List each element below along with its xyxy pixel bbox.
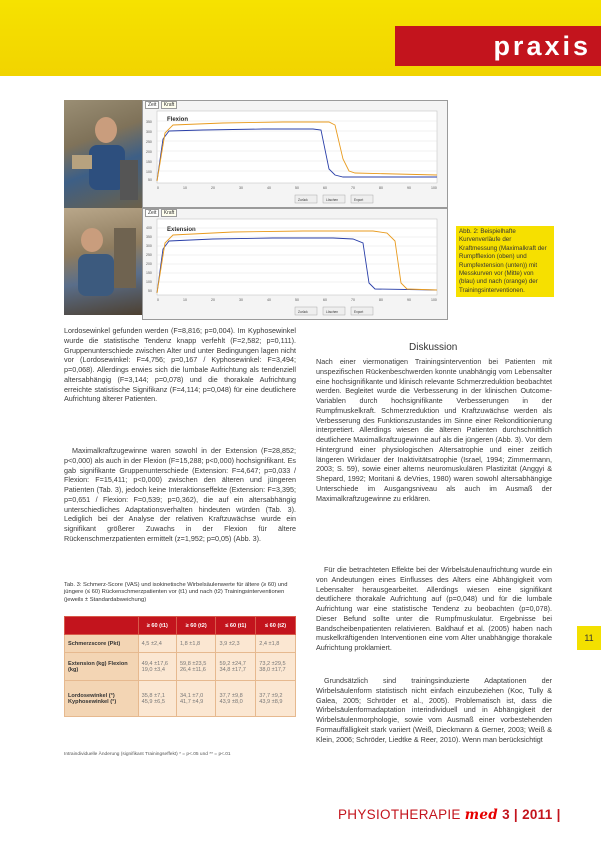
y-tick-label: 200 (146, 262, 152, 266)
table-cell: 59,8 ±23,5 26,4 ±11,6 (176, 653, 216, 681)
x-tick-label: 70 (351, 186, 355, 190)
right-column-para1 (316, 357, 552, 561)
row-label: Schmerzscore (Pkt) (65, 635, 139, 653)
chart-button-label: Export (354, 310, 364, 314)
left-column-para2 (64, 446, 296, 578)
row-label: Lordosewinkel (°) Kyphosewinkel (°) (65, 681, 139, 717)
table-cell: 3,9 ±2,3 (216, 635, 256, 653)
y-tick-label: 150 (146, 271, 152, 275)
table-cell: 73,2 ±29,5 38,0 ±17,7 (256, 653, 296, 681)
table-header-cell: ≤ 60 (t2) (256, 617, 296, 635)
chart-title: Flexion (167, 117, 189, 123)
person-photo-image (64, 208, 142, 315)
x-tick-label: 90 (407, 186, 411, 190)
table-cell: 35,8 ±7,1 45,9 ±6,5 (138, 681, 176, 717)
paragraph: Nach einer viermonatigen Trainingsintervention bei Patienten mit unspezifischen Rückenbeschwerden konnte unabhängig vom Lebensalter eine hochsignifikante und klinisch relevante Schmerzreduktion beobachtet werden. Begleitet wurde die Verbesserung in der klinischen Outcome-Variablen durch hochsignifikante Verbesserungen in der Rumpfmuskelkraft. Schmerzreduktion und Kraftzuwächse werden als Verbesserung des Funktionszustandes im Sinne einer Rekonditionierung interpretiert. Allerdings wiesen die älteren Patienten durchschnittlich deutlichere Maximalkraftzugewinne auf als die jüngeren (Abb. 3). Vor dem Hintergrund einer physiologischen Altersatrophie und einer zeitlich längeren Wirkdauer der Inaktivitätsatrophie (Israel, 1994; Zimmermann, 2003; S. 59), sowie einer alterns neuromuskulären Plastizität (Anggyi & Shepard, 1992; Moritani & deVries, 1980) waren sowohl altersabhängige Unterschiede im Ausgangsniveau als auch im Ausmaß der Maximalkraftzugewinne zu erklären. (316, 357, 552, 503)
x-tick-label: 100 (431, 298, 437, 302)
table-caption: Tab. 3: Schmerz-Score (VAS) und isokinetische Wirbelsäulenwerte für ältere (≥ 60) und jüngere (≤ 60) Rückenschmerzpatienten vor (t1) und nach (t2) Trainingsinterventionen (jeweils ± Standardabweichung) (64, 582, 288, 603)
left-column-para1 (64, 326, 296, 442)
chart-tab[interactable]: Zeit (145, 209, 159, 217)
photo-extension (64, 208, 142, 315)
table-cell: 37,7 ±9,8 43,9 ±8,0 (216, 681, 256, 717)
table-header-cell (65, 617, 139, 635)
x-tick-label: 10 (183, 186, 187, 190)
table-row (65, 653, 296, 681)
x-tick-label: 10 (183, 298, 187, 302)
section-heading: Diskussion (409, 342, 458, 353)
x-tick-label: 40 (267, 186, 271, 190)
chart-tab[interactable]: Kraft (161, 209, 178, 217)
x-tick-label: 40 (267, 298, 271, 302)
x-tick-label: 70 (351, 298, 355, 302)
x-tick-label: 30 (239, 298, 243, 302)
table-header-cell: ≥ 60 (t2) (176, 617, 216, 635)
y-tick-label: 200 (146, 150, 152, 154)
y-tick-label: 400 (146, 226, 152, 230)
chart-extension (142, 208, 448, 320)
chart-tab[interactable]: Kraft (161, 101, 178, 109)
y-tick-label: 300 (146, 130, 152, 134)
x-tick-label: 100 (431, 186, 437, 190)
chart-tab[interactable]: Zeit (145, 101, 159, 109)
table-cell: 34,1 ±7,0 41,7 ±4,9 (176, 681, 216, 717)
x-tick-label: 50 (295, 186, 299, 190)
journal-name: PHYSIOTHERAPIE (338, 807, 461, 822)
right-column-para3 (316, 676, 552, 784)
x-tick-label: 20 (211, 298, 215, 302)
results-table (64, 616, 296, 717)
table-row (65, 681, 296, 717)
y-tick-label: 250 (146, 253, 152, 257)
chart-title: Extension (167, 227, 196, 233)
y-tick-label: 300 (146, 244, 152, 248)
x-tick-label: 80 (379, 186, 383, 190)
figure-caption: Abb. 2: Beispielhafte Kurvenverläufe der Kraftmessung (Maximalkraft der Rumpfflexion (oben) und Rumpfextension (unten)) mit Messkurven vor (Mitte) von (blau) und nach (orange) der Trainingsinterventionen. (456, 226, 554, 297)
x-tick-label: 80 (379, 298, 383, 302)
y-tick-label: 50 (148, 289, 152, 293)
y-tick-label: 100 (146, 280, 152, 284)
right-column-para2 (316, 565, 552, 673)
page-number-tab: 11 (577, 626, 601, 650)
table-footnote: Intraindividuelle Änderung (signifikant Trainingseffekt) * = p<.05 und ** = p<.01 (64, 752, 231, 757)
x-tick-label: 0 (157, 186, 159, 190)
paragraph: Grundsätzlich sind trainingsinduzierte Adaptationen der Wirbelsäulenform statistisch nicht einfach einzubeziehen (Koc, Tully & Galea, 2005; Schröder et al., 2005). Problematisch ist, dass die Wirbelsäulenformadaptation interindividuell und in Abhängigkeit der Wirbelsäulenmorphologie, sowie vom Ausmaß einer vorbestehenden Formauffälligkeit stark variiert (Weiß, Dieckmann & Gerner, 2003; Weiß & Klein, 2006; Schröder, Liedtke & Reer, 2010). Wenn man berücksichtigt (316, 676, 552, 744)
paragraph: Lordosewinkel gefunden werden (F=8,816; p=0,004). Im Kyphosewinkel wurde die statistische Tendenz knapp verfehlt (F=2,582; p=0,111). Gruppenunterschiede zwischen Alter und unter Bedingungen lagen nicht vor (Lordosewinkel: F=4,756; p=0,167 / Kyphosewinkel: F=3,494; p=0,068). Allerdings erwies sich die lumbale Aufrichtung als tendenziell altersabhängig (F=3,144; p=0,078) und die thorakale Aufrichtung erreichte statistische Signifikanz (F=4,114; p=0,048) für eine deutlichere Aufrichtung älterer Patienten. (64, 326, 296, 404)
row-label: Extension (kg) Flexion (kg) (65, 653, 139, 681)
extension-plot (143, 217, 447, 319)
y-tick-label: 350 (146, 235, 152, 239)
chart-button-label: Zurück (298, 310, 308, 314)
chart-flexion (142, 100, 448, 208)
y-tick-label: 250 (146, 140, 152, 144)
table-cell: 59,2 ±24,7 34,8 ±17,7 (216, 653, 256, 681)
y-tick-label: 50 (148, 178, 152, 182)
table-cell: 37,7 ±9,2 43,9 ±8,9 (256, 681, 296, 717)
y-tick-label: 350 (146, 120, 152, 124)
photo-flexion (64, 100, 142, 210)
x-tick-label: 20 (211, 186, 215, 190)
x-tick-label: 0 (157, 298, 159, 302)
section-title: praxis (493, 31, 591, 61)
x-tick-label: 60 (323, 186, 327, 190)
table-cell: 1,8 ±1,8 (176, 635, 216, 653)
chart-button-label: Export (354, 198, 364, 202)
table-header-cell: ≥ 60 (t1) (138, 617, 176, 635)
table-cell: 49,4 ±17,6 19,0 ±3,4 (138, 653, 176, 681)
x-tick-label: 30 (239, 186, 243, 190)
chart-button-label: Löschen (326, 198, 339, 202)
y-tick-label: 100 (146, 170, 152, 174)
journal-med-logo: med (464, 807, 499, 823)
x-tick-label: 50 (295, 298, 299, 302)
chart-button-label: Löschen (326, 310, 339, 314)
flexion-plot (143, 109, 447, 207)
x-tick-label: 60 (323, 298, 327, 302)
chart-button-label: Zurück (298, 198, 308, 202)
table-cell: 2,4 ±1,8 (256, 635, 296, 653)
y-tick-label: 150 (146, 160, 152, 164)
paragraph: Für die betrachteten Effekte bei der Wirbelsäulenaufrichtung wurde ein von Andeutungen eines Einflusses des Alters eine Abhängigkeit vom Lebensalter herausgearbeitet. Allerdings wiesen eine signifikant deutlichere thorakale Aufrichtung auf (p=0,048) und für die lumbale Aufrichtung war eine statistische Tendenz zu beobachten (p=0,078). Dieser Befund sollte unter die Rumpfmuskulatur. Ergebnisse bei Bandscheibenpatienten relativieren. Baldhauf et al. (2005) haben nach muskelkräftigenden Interventionen eine vom Alter unabhängige thorakale Aufrichtung proklamiert. (316, 565, 552, 652)
person-photo-image (64, 100, 142, 210)
table-header-row (65, 617, 296, 635)
table-row (65, 635, 296, 653)
table-cell: 4,5 ±2,4 (138, 635, 176, 653)
table-header-cell: ≤ 60 (t1) (216, 617, 256, 635)
paragraph: Maximalkraftzugewinne waren sowohl in der Extension (F=28,852; p<0,000) als auch in der Flexion (F=15,288; p<0,000) hochsignifikant. Es gab signifikante Gruppenunterschiede (Extension: F=4,647; p=0,033 / Flexion: F=15,411; p<0,000) zwischen den älteren und jüngeren Patienten (Tab. 3), jedoch keine Interaktionseffekte (Extension: F=3,395; p=0,651 / Flexion: F=0,539; p=0,362), die auf ein altersabhängig unterschiedliches Adaptationsverhalten hindeuten würden (Tab. 3). Lediglich bei der Analyse der relativen Kraftzuwächse wurde ein signifikant größerer Zuwachs in der Flexion für ältere Rückenschmerzpatienten ermittelt (z=1,952; p=0,05) (Abb. 3). (64, 446, 296, 543)
journal-issue: 3 | 2011 | (502, 807, 561, 822)
journal-footer (338, 807, 561, 823)
x-tick-label: 90 (407, 298, 411, 302)
